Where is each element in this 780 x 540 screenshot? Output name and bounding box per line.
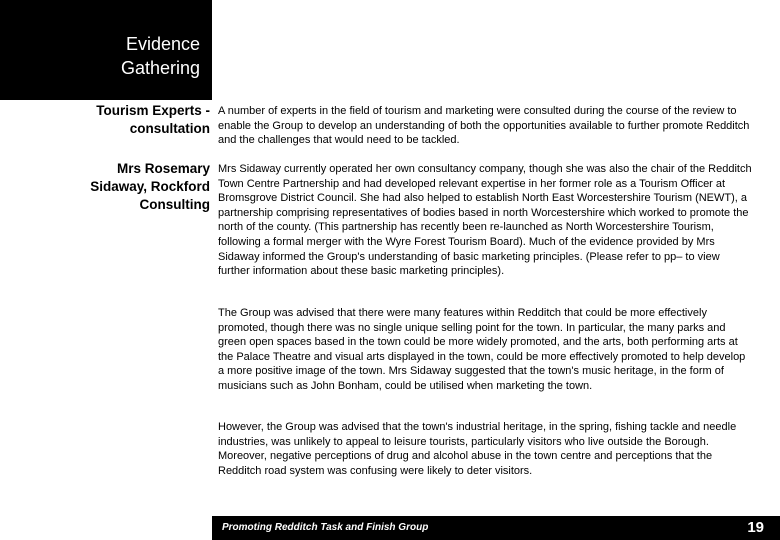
footer-title: Promoting Redditch Task and Finish Group [222, 522, 429, 533]
section-header-line-1: Evidence [125, 34, 200, 54]
side-label-line: Consulting [139, 197, 210, 212]
side-label-tourism-experts [0, 102, 210, 138]
body-paragraph: A number of experts in the field of tourism and marketing were consulted during the course of the review to enable the Group to develop an understanding of both the opportunities available to further promote Redditch and the challenges that would need to be tackled. [218, 105, 750, 147]
section-header-box [0, 0, 212, 100]
page-number: 19 [747, 519, 764, 536]
footer-bar [212, 516, 780, 540]
side-label-line: Tourism Experts - [96, 103, 210, 118]
side-label-line: consultation [129, 121, 210, 136]
side-label-mrs-sidaway [0, 160, 210, 214]
body-paragraph: Mrs Sidaway currently operated her own consultancy company, though she was also the chair of the Redditch Town Centre Partnership and had developed relevant expertise in her former role as a Tourism Officer at Bromsgrove District Council. She had also helped to establish North East Worcestershire Tourism (NEWT), a partnership comprising representatives of bodies based in north Worcestershire which worked to promote the north of the county. (This partnership has recently been re-launched as North Worcestershire Tourism, following a formal merger with the Wyre Forest Tourism Board). Much of the evidence provided by Mrs Sidaway informed the Group's understanding of basic marketing principles. (Please refer to pp– to view further information about these basic marketing principles). [218, 163, 752, 278]
body-paragraph: However, the Group was advised that the town's industrial heritage, in the spring, fishing tackle and needle industries, was unlikely to appeal to leisure tourists, particularly visitors who live outside the Borough. Moreover, negative perceptions of drug and alcohol abuse in the town centre and perceptions that the Redditch road system was confusing were likely to deter visitors. [218, 421, 737, 477]
side-label-line: Sidaway, Rockford [90, 179, 210, 194]
body-paragraph: The Group was advised that there were many features within Redditch that could be more effectively promoted, though there was no single unique selling point for the town. In particular, the many parks and green open spaces based in the town could be more widely promoted, and the arts, both performing arts at the Palace Theatre and visual arts displayed in the town, could be more effectively promoted to help develop a more positive image of the town. Mrs Sidaway suggested that the town's music heritage, in the form of musicians such as John Bonham, could be utilised when marketing the town. [218, 307, 746, 392]
side-label-line: Mrs Rosemary [116, 161, 210, 176]
section-header-line-2: Gathering [120, 58, 200, 78]
